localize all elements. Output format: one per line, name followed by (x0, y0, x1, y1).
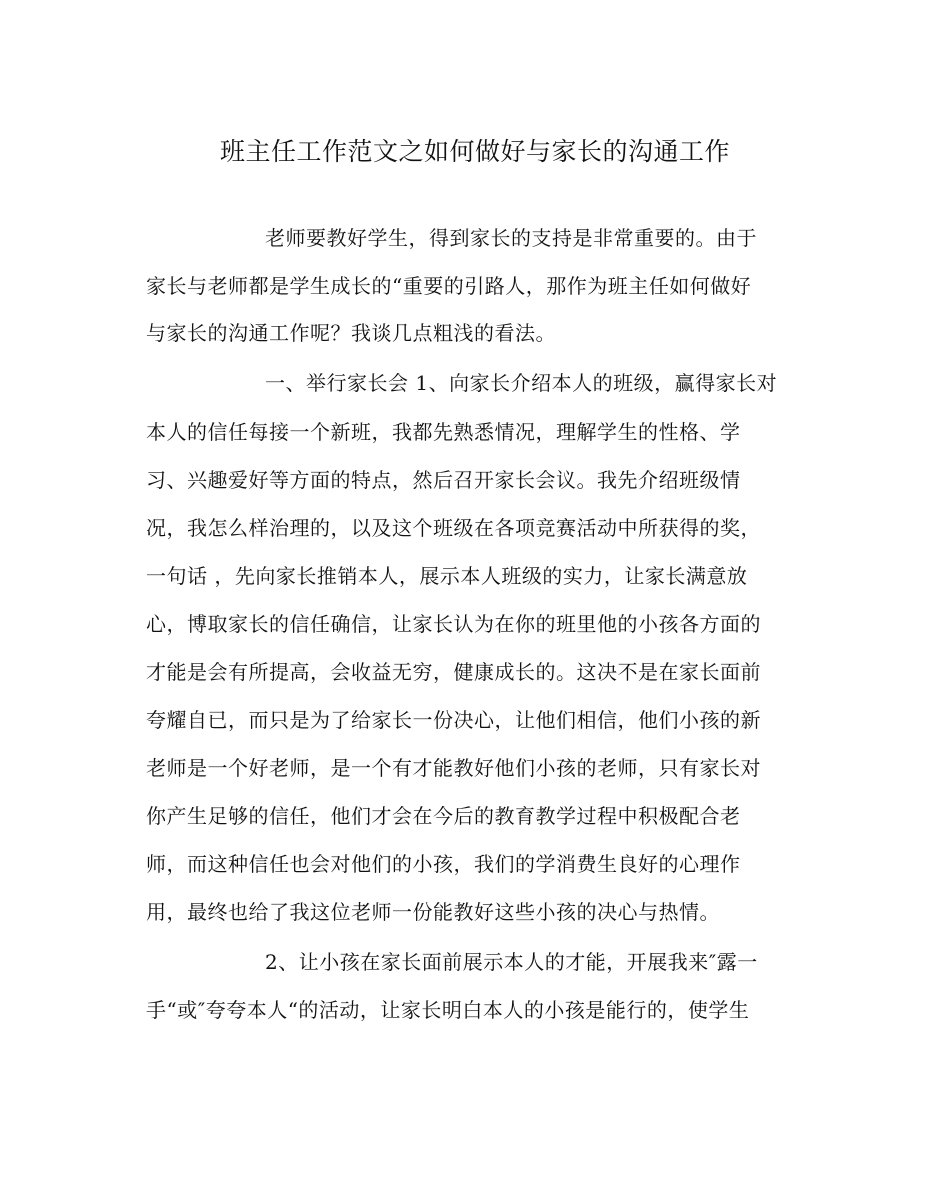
paragraph-1-line-3: 与家长的沟通工作呢？我谈几点粗浅的看法。 (146, 321, 556, 345)
paragraph-2-line-3: 习、兴趣爱好等方面的特点，然后召开家长会议。我先介绍班级情 (146, 468, 741, 492)
paragraph-2-line-7: 才能是会有所提高，会收益无穷，健康成长的。这决不是在家长面前 (146, 660, 761, 684)
paragraph-2-line-5: 一句话 ，先向家长推销本人，展示本人班级的实力，让家长满意放 (146, 564, 748, 588)
paragraph-3-line-2: 手“或″夸夸本人“的活动，让家长明白本人的小孩是能行的，使学生 (146, 998, 750, 1022)
paragraph-2-line-1: 一、举行家长会 1、向家长介绍本人的班级，赢得家长对 (265, 371, 778, 395)
paragraph-2-line-6: 心，博取家长的信任确信，让家长认为在你的班里他的小孩各方面的 (146, 612, 761, 636)
paragraph-2-line-9: 老师是一个好老师，是一个有才能教好他们小孩的老师，只有家长对 (146, 756, 761, 780)
paragraph-2-line-12: 用，最终也给了我这位老师一份能教好这些小孩的决心与热情。 (146, 900, 720, 924)
paragraph-2-line-11: 师，而这种信任也会对他们的小孩，我们的学消费生良好的心理作 (146, 852, 741, 876)
paragraph-1-line-2: 家长与老师都是学生成长的“重要的引路人，那作为班主任如何做好 (146, 274, 752, 298)
paragraph-1-line-1: 老师要教好学生，得到家长的支持是非常重要的。由于 (265, 226, 757, 250)
document-title: 班主任工作范文之如何做好与家长的沟通工作 (219, 137, 730, 166)
paragraph-2-line-8: 夸耀自已，而只是为了给家长一份决心，让他们相信，他们小孩的新 (146, 708, 761, 732)
paragraph-3-line-1: 2、让小孩在家长面前展示本人的才能，开展我来″露一 (265, 950, 758, 974)
paragraph-2-line-2: 本人的信任每接一个新班，我都先熟悉情况，理解学生的性格、学 (146, 420, 741, 444)
paragraph-2-line-10: 你产生足够的信任，他们才会在今后的教育教学过程中积极配合老 (146, 804, 741, 828)
paragraph-2-line-4: 况，我怎么样治理的，以及这个班级在各项竞赛活动中所获得的奖， (146, 516, 761, 540)
